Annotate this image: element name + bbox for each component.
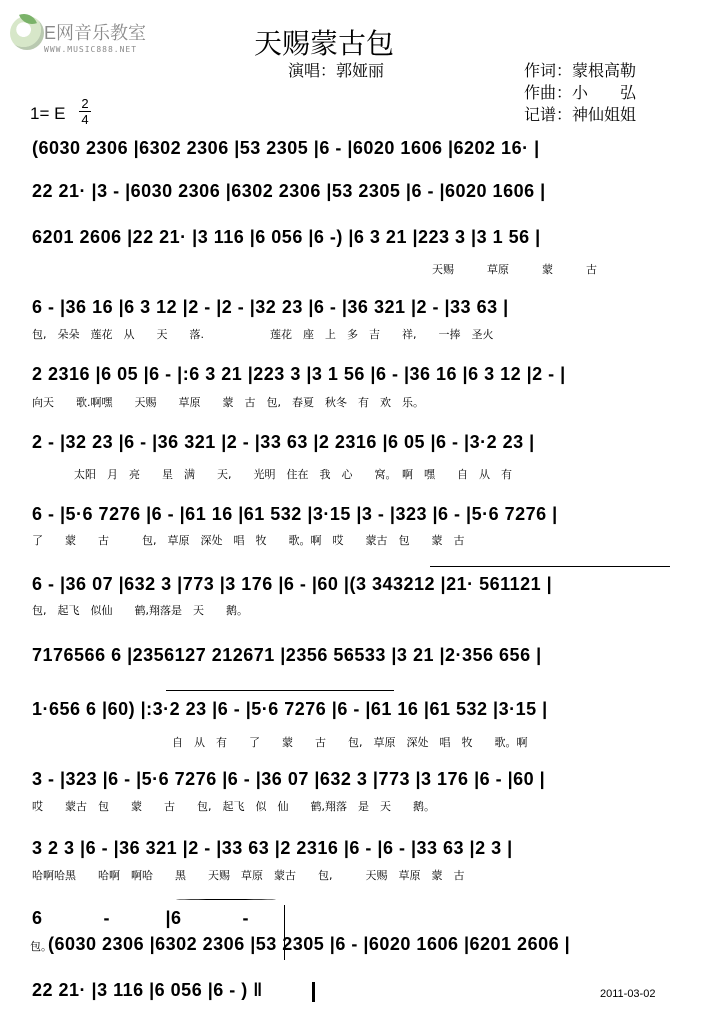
logo-title: E网音乐教室 bbox=[44, 23, 147, 43]
lyrics-line: 包, 朵朵 莲花 从 天 落. 莲花 座 上 多 吉 祥, 一捧 圣火 bbox=[32, 328, 494, 341]
lyrics-line: 了 蒙 古 包, 草原 深处 唱 牧 歌。啊 哎 蒙古 包 蒙 古 bbox=[32, 534, 465, 547]
notation-line: 1·656 6 |60) |:3·2 23 |6 - |5·6 7276 |6 - |61 16 |61 532 |3·15 | bbox=[32, 699, 548, 719]
site-logo bbox=[6, 10, 166, 62]
lyrics-line: 自 从 有 了 蒙 古 包, 草原 深处 唱 牧 歌。啊 bbox=[172, 736, 528, 749]
time-signature-top: 2 bbox=[81, 96, 89, 111]
notation-line: 2 2316 |6 05 |6 - |:6 3 21 |223 3 |3 1 56 |6 - |36 16 |6 3 12 |2 - | bbox=[32, 364, 566, 384]
notation-line: (6030 2306 |6302 2306 |53 2305 |6 - |6020 1606 |6201 2606 | bbox=[48, 934, 571, 954]
notation-line: (6030 2306 |6302 2306 |53 2305 |6 - |6020 1606 |6202 16· | bbox=[32, 138, 540, 158]
time-signature bbox=[79, 97, 91, 126]
lyricist-credit: 作词：蒙根高勒 bbox=[524, 61, 637, 80]
transcription-date: 2011-03-02 bbox=[600, 988, 656, 1000]
lyrics-line: 天赐 草原 蒙 古 bbox=[432, 263, 597, 276]
lyrics-line: 哈啊哈黑 哈啊 啊哈 黑 天赐 草原 蒙古 包, 天赐 草原 蒙 古 bbox=[32, 869, 465, 882]
notation-line: 22 21· |3 - |6030 2306 |6302 2306 |53 2305 |6 - |6020 1606 | bbox=[32, 181, 546, 201]
transcriber-credit: 记谱：神仙姐姐 bbox=[524, 105, 637, 124]
notation-line: 7176566 6 |2356127 212671 |2356 56533 |3 21 |2·356 656 | bbox=[32, 645, 542, 665]
time-signature-bottom: 4 bbox=[81, 112, 89, 127]
final-barline bbox=[312, 982, 315, 1002]
ending-bracket bbox=[166, 690, 394, 691]
tie-arc bbox=[176, 899, 276, 900]
ending-bracket bbox=[430, 566, 670, 567]
lyrics-line: 哎 蒙古 包 蒙 古 包, 起飞 似 仙 鹤,翔落 是 天 鹅。 bbox=[32, 800, 435, 813]
notation-line: 6 - |6 - bbox=[32, 908, 250, 928]
notation-line: 6201 2606 |22 21· |3 116 |6 056 |6 -) |6 3 21 |223 3 |3 1 56 | bbox=[32, 227, 541, 247]
notation-line: 3 2 3 |6 - |36 321 |2 - |33 63 |2 2316 |6 - |6 - |33 63 |2 3 | bbox=[32, 838, 513, 858]
notation-line: 6 - |36 16 |6 3 12 |2 - |2 - |32 23 |6 - |36 321 |2 - |33 63 | bbox=[32, 297, 509, 317]
key-signature: 1= E bbox=[30, 104, 66, 123]
logo-url: WWW.MUSIC888.NET bbox=[44, 45, 138, 54]
notation-line: 6 - |5·6 7276 |6 - |61 16 |61 532 |3·15 |3 - |323 |6 - |5·6 7276 | bbox=[32, 504, 558, 524]
lyrics-line: 包。 bbox=[30, 940, 52, 953]
notation-line: 2 - |32 23 |6 - |36 321 |2 - |33 63 |2 2316 |6 05 |6 - |3·2 23 | bbox=[32, 432, 535, 452]
lyrics-line: 包, 起飞 似仙 鹤,翔落是 天 鹅。 bbox=[32, 604, 248, 617]
lyrics-line: 向天 歌.啊嘿 天赐 草原 蒙 古 包, 春夏 秋冬 有 欢 乐。 bbox=[32, 396, 424, 409]
song-title: 天赐蒙古包 bbox=[254, 27, 395, 60]
lyrics-line: 太阳 月 亮 星 满 天, 光明 住在 我 心 窝。 啊 嘿 自 从 有 bbox=[74, 468, 512, 481]
notation-line: 6 - |36 07 |632 3 |773 |3 176 |6 - |60 |(3 343212 |21· 561121 | bbox=[32, 574, 553, 594]
notation-line: 3 - |323 |6 - |5·6 7276 |6 - |36 07 |632 3 |773 |3 176 |6 - |60 | bbox=[32, 769, 546, 789]
notation-line: 22 21· |3 116 |6 056 |6 - ) ‖ bbox=[32, 980, 263, 1000]
composer-credit: 作曲：小 弘 bbox=[524, 83, 637, 102]
singer-credit: 演唱：郭娅丽 bbox=[288, 61, 385, 80]
